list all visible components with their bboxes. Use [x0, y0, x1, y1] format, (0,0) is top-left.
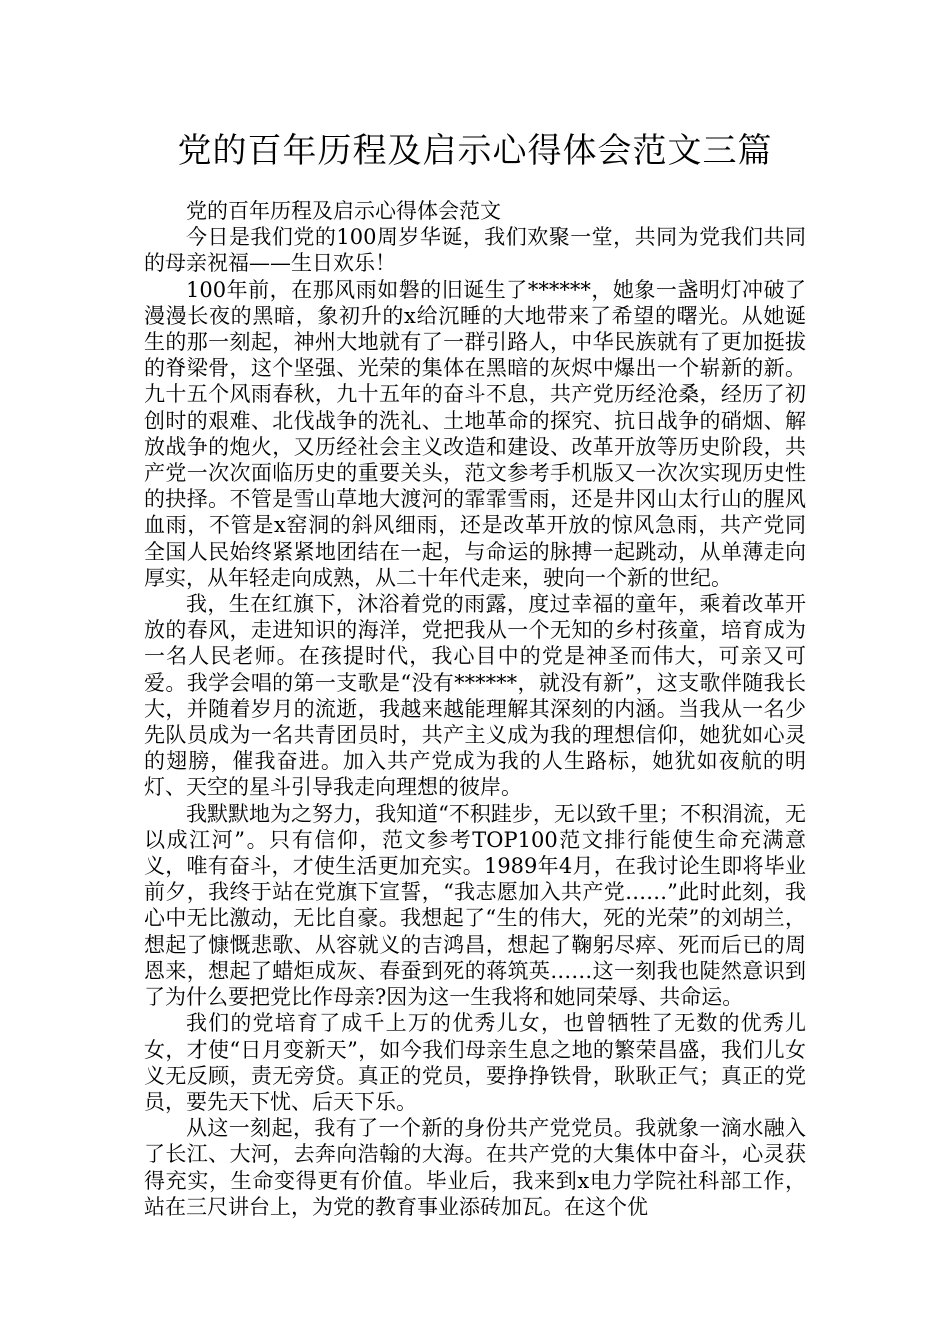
document-body: [144, 198, 806, 1220]
paragraph-6: 从这一刻起，我有了一个新的身份共产党党员。我就象一滴水融入了长江、大河，去奔向浩翰的大海。在共产党的大集体中奋斗，心灵获得充实，生命变得更有价值。毕业后，我来到x电力学院社科部工作，站在三尺讲台上，为党的教育事业添砖加瓦。在这个优: [144, 1116, 806, 1219]
subtitle-paragraph: 党的百年历程及启示心得体会范文: [186, 199, 501, 223]
paragraph-4: 我默默地为之努力，我知道“不积跬步，无以致千里；不积涓流，无以成江河”。只有信仰，范文参考TOP100范文排行能使生命充满意义，唯有奋斗，才使生活更加充实。1989年4月，在我讨论生即将毕业前夕，我终于站在党旗下宣誓，“我志愿加入共产党……”此时此刻，我心中无比激动，无比自豪。我想起了“生的伟大，死的光荣”的刘胡兰，想起了慷慨悲歌、从容就义的吉鸿昌，想起了鞠躬尽瘁、死而后已的周恩来，想起了蜡炬成灰、春蚕到死的蒋筑英……这一刻我也陡然意识到了为什么要把党比作母亲?因为这一生我将和她同荣辱、共命运。: [144, 801, 806, 1010]
document-title: 党的百年历程及启示心得体会范文三篇: [177, 131, 773, 171]
paragraph-1: 今日是我们党的100周岁华诞，我们欢聚一堂，共同为党我们共同的母亲祝福——生日欢乐！: [144, 225, 806, 276]
paragraph-5: 我们的党培育了成千上万的优秀儿女，也曾牺牲了无数的优秀儿女，才使“日月变新天”，如今我们母亲生息之地的繁荣昌盛，我们儿女义无反顾，责无旁贷。真正的党员，要挣挣铁骨，耿耿正气；真正的党员，要先天下忧、后天下乐。: [144, 1011, 806, 1114]
paragraph-3: 我，生在红旗下，沐浴着党的雨露，度过幸福的童年，乘着改革开放的春风，走进知识的海洋，党把我从一个无知的乡村孩童，培育成为一名人民老师。在孩提时代，我心目中的党是神圣而伟大，可亲又可爱。我学会唱的第一支歌是“没有******，就没有新”，这支歌伴随我长大，并随着岁月的流逝，我越来越能理解其深刻的内涵。当我从一名少先队员成为一名共青团员时，共产主义成为我的理想信仰，她犹如心灵的翅膀，催我奋进。加入共产党成为我的人生路标，她犹如夜航的明灯、天空的星斗引导我走向理想的彼岸。: [144, 592, 806, 800]
paragraph-2: 100年前，在那风雨如磐的旧诞生了******，她象一盏明灯冲破了漫漫长夜的黑暗，象初升的x给沉睡的大地带来了希望的曙光。从她诞生的那一刻起，神州大地就有了一群引路人，中华民族就有了更加挺拔的脊梁骨，这个坚强、光荣的集体在黑暗的灰烬中爆出一个崭新的新。九十五个风雨春秋，九十五年的奋斗不息，共产党历经沧桑，经历了初创时的艰难、北伐战争的洗礼、土地革命的探究、抗日战争的硝烟、解放战争的炮火，又历经社会主义改造和建设、改革开放等历史阶段，共产党一次次面临历史的重要关头，范文参考手机版又一次次实现历史性的抉择。不管是雪山草地大渡河的霏霏雪雨，还是井冈山太行山的腥风血雨，不管是x窑洞的斜风细雨，还是改革开放的惊风急雨，共产党同全国人民始终紧紧地团结在一起，与命运的脉搏一起跳动，从单薄走向厚实，从年轻走向成熟，从二十年代走来，驶向一个新的世纪。: [144, 277, 806, 590]
